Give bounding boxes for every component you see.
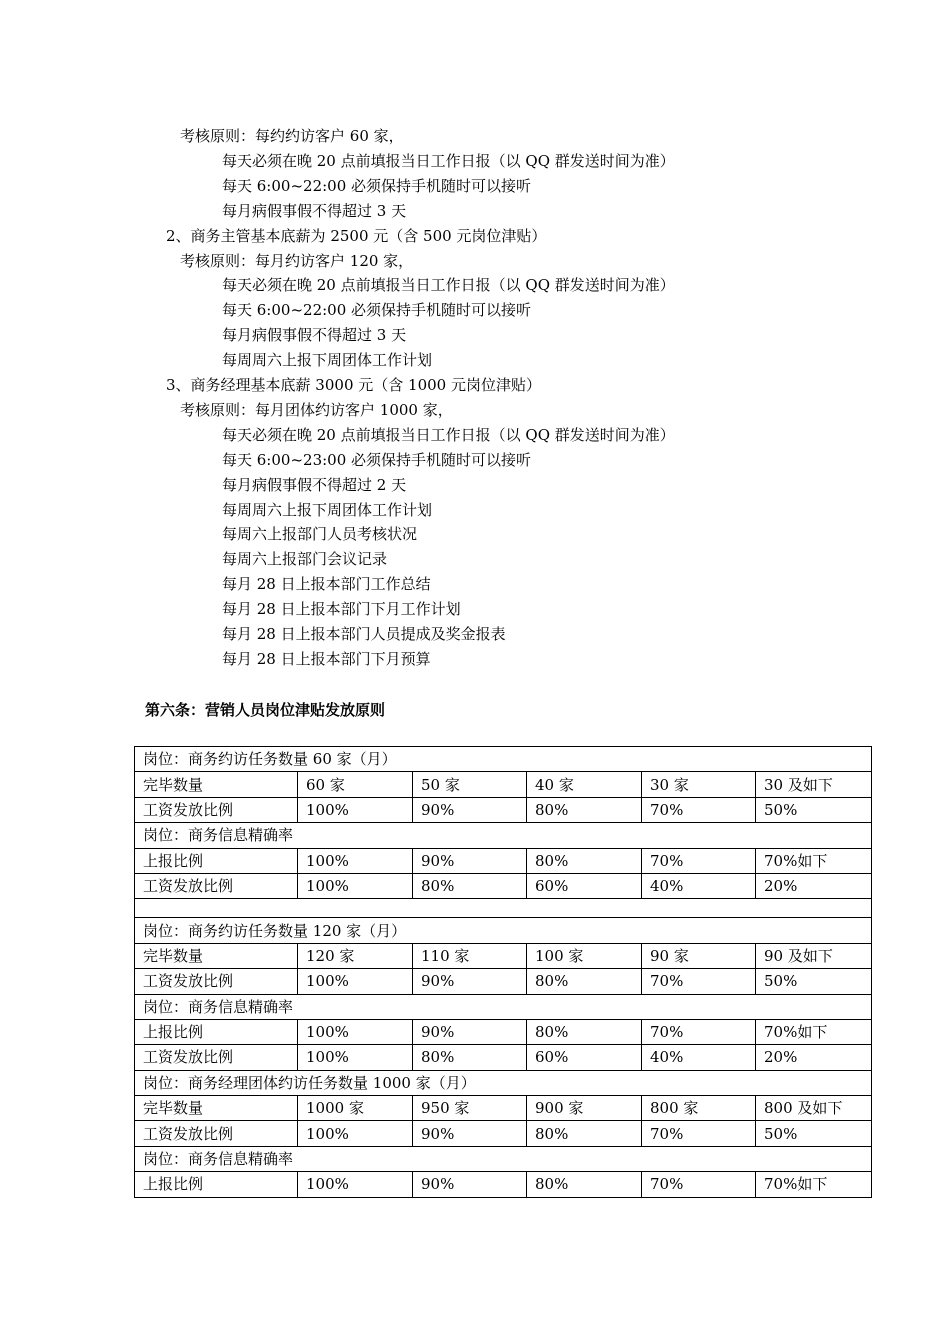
table-row: [135, 1070, 872, 1095]
table-cell: 20%: [756, 1045, 872, 1070]
table-cell: 100%: [298, 1172, 413, 1197]
table-cell: 100 家: [527, 943, 642, 968]
table-cell: 100%: [298, 873, 413, 898]
table-cell: 100%: [298, 848, 413, 873]
table-cell: 50%: [756, 969, 872, 994]
table-row: [135, 1172, 872, 1197]
table-cell: 80%: [527, 969, 642, 994]
table-cell: 50%: [756, 1121, 872, 1146]
table-cell: 70%: [642, 797, 756, 822]
table-cell: 90 及如下: [756, 943, 872, 968]
row-label-cell: 上报比例: [135, 1019, 298, 1044]
body-line: 每周六上报部门会议记录: [222, 550, 388, 569]
body-line: 3、商务经理基本底薪 3000 元（含 1000 元岗位津贴）: [166, 376, 541, 394]
table-cell: 90%: [413, 1019, 527, 1044]
table-cell: 30 家: [642, 772, 756, 797]
body-line: 每月病假事假不得超过 3 天: [222, 201, 407, 220]
table-cell: 80%: [527, 1019, 642, 1044]
table-row: [135, 1121, 872, 1146]
row-title-cell: 岗位：商务约访任务数量 120 家（月）: [135, 918, 872, 943]
body-line: 每月 28 日上报本部门下月预算: [222, 649, 431, 668]
table-row: [135, 1045, 872, 1070]
table-cell: 80%: [527, 848, 642, 873]
body-line: 每周周六上报下周团体工作计划: [222, 351, 433, 370]
row-label-cell: 工资发放比例: [135, 969, 298, 994]
body-line: 每周周六上报下周团体工作计划: [222, 500, 433, 519]
table-cell: 60%: [527, 873, 642, 898]
table-cell: 80%: [527, 1121, 642, 1146]
table-row: [135, 918, 872, 943]
body-line: 考核原则：每月约访客户 120 家，: [180, 251, 414, 270]
table-cell: 800 家: [642, 1096, 756, 1121]
body-line: 每天必须在晚 20 点前填报当日工作日报（以 QQ 群发送时间为准）: [222, 276, 675, 295]
body-line: 每月病假事假不得超过 3 天: [222, 326, 407, 345]
row-label-cell: 完毕数量: [135, 1096, 298, 1121]
table-cell: 80%: [413, 873, 527, 898]
table-cell: 1000 家: [298, 1096, 413, 1121]
row-title-cell: 岗位：商务信息精确率: [135, 994, 872, 1019]
body-line: 每天必须在晚 20 点前填报当日工作日报（以 QQ 群发送时间为准）: [222, 425, 675, 444]
table-cell: 70%: [642, 848, 756, 873]
table-cell: 100%: [298, 1121, 413, 1146]
table-cell: 70%如下: [756, 1172, 872, 1197]
row-title-cell: 岗位：商务约访任务数量 60 家（月）: [135, 747, 872, 772]
table-cell: 50%: [756, 797, 872, 822]
body-line: 每天必须在晚 20 点前填报当日工作日报（以 QQ 群发送时间为准）: [222, 151, 675, 170]
table-row: [135, 772, 872, 797]
table-cell: 100%: [298, 969, 413, 994]
row-label-cell: 工资发放比例: [135, 1121, 298, 1146]
body-line: 每月 28 日上报本部门人员提成及奖金报表: [222, 625, 506, 643]
body-line: 每天 6:00~23:00 必须保持手机随时可以接听: [222, 450, 532, 469]
table-cell: 70%如下: [756, 1019, 872, 1044]
table-row: [135, 1096, 872, 1121]
table-cell: 110 家: [413, 943, 527, 968]
table-cell: 70%: [642, 1019, 756, 1044]
table-cell: 30 及如下: [756, 772, 872, 797]
row-label-cell: 工资发放比例: [135, 797, 298, 822]
table-cell: 70%: [642, 1121, 756, 1146]
row-title-cell: 岗位：商务信息精确率: [135, 1146, 872, 1171]
blank-cell: [135, 899, 872, 918]
table-cell: 40%: [642, 873, 756, 898]
table-cell: 80%: [527, 1172, 642, 1197]
table-cell: 90%: [413, 848, 527, 873]
table-cell: 100%: [298, 797, 413, 822]
body-line: 每天 6:00~22:00 必须保持手机随时可以接听: [222, 301, 532, 320]
table-cell: 50 家: [413, 772, 527, 797]
table-cell: 950 家: [413, 1096, 527, 1121]
body-line: 每周六上报部门人员考核状况: [222, 525, 418, 544]
allowance-table: [134, 746, 872, 1198]
table-cell: 60 家: [298, 772, 413, 797]
row-label-cell: 完毕数量: [135, 772, 298, 797]
section-heading: 第六条：营销人员岗位津贴发放原则: [145, 701, 386, 719]
table-cell: 80%: [527, 797, 642, 822]
table-cell: 60%: [527, 1045, 642, 1070]
table-cell: 70%: [642, 1172, 756, 1197]
table-cell: 70%: [642, 969, 756, 994]
body-line: 考核原则：每约约访客户 60 家，: [180, 127, 404, 145]
body-line: 每月病假事假不得超过 2 天: [222, 475, 407, 494]
row-label-cell: 工资发放比例: [135, 873, 298, 898]
row-title-cell: 岗位：商务信息精确率: [135, 823, 872, 848]
table-row: [135, 1146, 872, 1171]
table-cell: 70%如下: [756, 848, 872, 873]
body-line: 考核原则：每月团体约访客户 1000 家，: [180, 400, 453, 419]
row-label-cell: 工资发放比例: [135, 1045, 298, 1070]
body-line: 每月 28 日上报本部门下月工作计划: [222, 600, 461, 619]
row-label-cell: 上报比例: [135, 1172, 298, 1197]
body-line: 每天 6:00~22:00 必须保持手机随时可以接听: [222, 176, 532, 195]
body-line: 2、商务主管基本底薪为 2500 元（含 500 元岗位津贴）: [166, 226, 547, 245]
table-cell: 100%: [298, 1019, 413, 1044]
row-title-cell: 岗位：商务经理团体约访任务数量 1000 家（月）: [135, 1070, 872, 1095]
table-cell: 40 家: [527, 772, 642, 797]
table-cell: 90%: [413, 797, 527, 822]
table-cell: 90%: [413, 1121, 527, 1146]
table-row: [135, 994, 872, 1019]
table-cell: 900 家: [527, 1096, 642, 1121]
table-cell: 80%: [413, 1045, 527, 1070]
table-row: [135, 823, 872, 848]
row-label-cell: 完毕数量: [135, 943, 298, 968]
table-cell: 20%: [756, 873, 872, 898]
table-cell: 40%: [642, 1045, 756, 1070]
table-cell: 90%: [413, 969, 527, 994]
table-row: [135, 943, 872, 968]
table-row: [135, 899, 872, 918]
table-cell: 90 家: [642, 943, 756, 968]
table-row: [135, 1019, 872, 1044]
body-line: 每月 28 日上报本部门工作总结: [222, 575, 431, 594]
table-cell: 800 及如下: [756, 1096, 872, 1121]
table-row: [135, 848, 872, 873]
table-row: [135, 969, 872, 994]
table-cell: 100%: [298, 1045, 413, 1070]
table-cell: 120 家: [298, 943, 413, 968]
table-row: [135, 747, 872, 772]
row-label-cell: 上报比例: [135, 848, 298, 873]
table-row: [135, 797, 872, 822]
table-row: [135, 873, 872, 898]
table-cell: 90%: [413, 1172, 527, 1197]
